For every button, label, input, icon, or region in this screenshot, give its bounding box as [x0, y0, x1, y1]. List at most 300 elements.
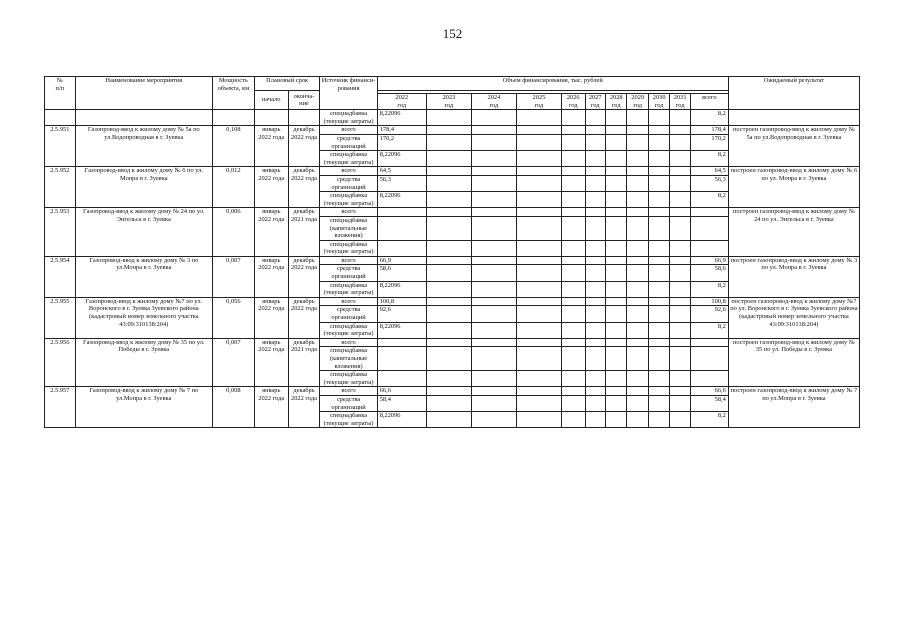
- value-empty-cell: [561, 151, 585, 167]
- value-empty-cell: [648, 208, 669, 217]
- value-empty-cell: [670, 126, 690, 135]
- value-empty-cell: [516, 338, 561, 347]
- header-year-0: 2022 год: [377, 94, 426, 110]
- value-empty-cell: [627, 371, 648, 387]
- value-empty-cell: [605, 306, 626, 322]
- value-empty-cell: [561, 175, 585, 191]
- value-total-cell: 66,9: [690, 256, 728, 265]
- value-empty-cell: [426, 256, 471, 265]
- value-empty-cell: [605, 167, 626, 176]
- header-year-1: 2023 год: [426, 94, 471, 110]
- value-2022-cell: 170,2: [377, 134, 426, 150]
- value-empty-cell: [585, 371, 605, 387]
- value-empty-cell: [648, 281, 669, 297]
- value-empty-cell: [627, 281, 648, 297]
- value-empty-cell: [648, 387, 669, 396]
- value-empty-cell: [670, 208, 690, 217]
- source-cell: спецнадбавка (капитальные вложения): [320, 347, 377, 371]
- value-empty-cell: [627, 256, 648, 265]
- value-empty-cell: [426, 126, 471, 135]
- value-2022-cell: [377, 240, 426, 256]
- value-empty-cell: [585, 192, 605, 208]
- header-year-7: 2029 год: [627, 94, 648, 110]
- value-total-cell: [690, 371, 728, 387]
- value-total-cell: [690, 240, 728, 256]
- value-empty-cell: [585, 395, 605, 411]
- financing-table: [44, 76, 860, 428]
- value-empty-cell: [648, 192, 669, 208]
- end-date-cell: декабрь 2021 года: [288, 338, 320, 387]
- value-2022-cell: 8,22096: [377, 110, 426, 126]
- value-empty-cell: [670, 151, 690, 167]
- value-empty-cell: [670, 175, 690, 191]
- value-empty-cell: [561, 240, 585, 256]
- value-empty-cell: [426, 387, 471, 396]
- value-empty-cell: [471, 347, 516, 371]
- value-empty-cell: [648, 306, 669, 322]
- capacity-cell: 0,108: [212, 126, 254, 167]
- header-source: Источник финанси- рования: [320, 77, 377, 110]
- header-financing: Объем финансирования, тыс. рублей: [377, 77, 728, 91]
- source-cell: всего: [320, 208, 377, 217]
- value-empty-cell: [561, 306, 585, 322]
- value-empty-cell: [426, 306, 471, 322]
- value-empty-cell: [516, 412, 561, 428]
- expected-result-cell: построен газопровод-ввод к жилому дому № 35 по ул. Победы в г. Зуевка: [728, 338, 859, 387]
- value-empty-cell: [516, 208, 561, 217]
- value-empty-cell: [670, 256, 690, 265]
- value-total-cell: 170,2: [690, 134, 728, 150]
- value-2022-cell: 66,9: [377, 256, 426, 265]
- value-empty-cell: [516, 306, 561, 322]
- value-empty-cell: [426, 151, 471, 167]
- value-empty-cell: [605, 151, 626, 167]
- value-empty-cell: [627, 395, 648, 411]
- row-number-cell: 2.5.955: [45, 297, 76, 338]
- value-empty-cell: [670, 412, 690, 428]
- value-empty-cell: [585, 297, 605, 306]
- value-empty-cell: [426, 395, 471, 411]
- value-empty-cell: [561, 387, 585, 396]
- value-empty-cell: [648, 338, 669, 347]
- value-empty-cell: [648, 395, 669, 411]
- value-empty-cell: [585, 322, 605, 338]
- table-row: [45, 338, 860, 347]
- value-total-cell: [690, 208, 728, 217]
- value-empty-cell: [426, 208, 471, 217]
- source-cell: всего: [320, 126, 377, 135]
- table-row: [45, 387, 860, 396]
- end-date-cell: декабрь 2022 года: [288, 256, 320, 297]
- value-total-cell: 8,2: [690, 412, 728, 428]
- header-year-2: 2024 год: [471, 94, 516, 110]
- value-empty-cell: [516, 151, 561, 167]
- value-empty-cell: [670, 265, 690, 281]
- value-empty-cell: [426, 216, 471, 240]
- header-year-10: всего: [690, 94, 728, 110]
- value-total-cell: [690, 216, 728, 240]
- value-empty-cell: [471, 412, 516, 428]
- value-2022-cell: [377, 338, 426, 347]
- value-empty-cell: [471, 126, 516, 135]
- value-total-cell: 66,6: [690, 387, 728, 396]
- header-result: Ожидаемый результат: [728, 77, 859, 110]
- value-empty-cell: [426, 167, 471, 176]
- value-empty-cell: [471, 395, 516, 411]
- row-number-cell: 2.5.957: [45, 387, 76, 428]
- value-empty-cell: [585, 256, 605, 265]
- source-cell: всего: [320, 256, 377, 265]
- value-empty-cell: [670, 306, 690, 322]
- value-empty-cell: [516, 395, 561, 411]
- value-empty-cell: [627, 126, 648, 135]
- value-empty-cell: [627, 208, 648, 217]
- start-date-cell: январь 2022 года: [254, 338, 288, 387]
- header-end: оконча- ние: [288, 91, 320, 110]
- value-empty-cell: [516, 281, 561, 297]
- value-2022-cell: [377, 216, 426, 240]
- value-empty-cell: [516, 134, 561, 150]
- table-row-continuation: [45, 110, 860, 126]
- value-empty-cell: [516, 167, 561, 176]
- value-empty-cell: [471, 322, 516, 338]
- value-empty-cell: [648, 167, 669, 176]
- value-empty-cell: [585, 126, 605, 135]
- value-empty-cell: [627, 175, 648, 191]
- value-empty-cell: [516, 322, 561, 338]
- table-row: [45, 126, 860, 135]
- event-name-cell: Газопровод-ввод к жилому дому № 7 по ул.Мопра в г. Зуевка: [75, 387, 212, 428]
- expected-result-cell: построен газопровод-ввод к жилому дому №7 по ул. Воронского в г. Зуевка Зуевского района (кадастровый номер земельного участка 43:09:310138:204): [728, 297, 859, 338]
- source-cell: средства организаций: [320, 265, 377, 281]
- event-name-cell: Газопровод-ввод к жилому дому № 24 по ул. Энгельса в г. Зуевка: [75, 208, 212, 257]
- value-empty-cell: [605, 281, 626, 297]
- value-empty-cell: [561, 134, 585, 150]
- capacity-cell: 0,008: [212, 387, 254, 428]
- value-empty-cell: [605, 322, 626, 338]
- start-date-cell: январь 2022 года: [254, 126, 288, 167]
- start-date-cell: январь 2022 года: [254, 387, 288, 428]
- value-empty-cell: [605, 208, 626, 217]
- table-row: [45, 297, 860, 306]
- value-empty-cell: [670, 297, 690, 306]
- value-empty-cell: [471, 216, 516, 240]
- source-cell: средства организаций: [320, 306, 377, 322]
- source-cell: спецнадбавка (текущие затраты): [320, 281, 377, 297]
- value-empty-cell: [670, 281, 690, 297]
- source-cell: средства организаций: [320, 395, 377, 411]
- value-total-cell: 58,6: [690, 265, 728, 281]
- value-empty-cell: [426, 281, 471, 297]
- expected-result-cell: построен газопровод-ввод к жилому дому № 6 по ул. Мопра в г. Зуевка: [728, 167, 859, 208]
- capacity-cell: 0,007: [212, 256, 254, 297]
- value-empty-cell: [648, 322, 669, 338]
- header-num: № п/п: [45, 77, 76, 110]
- value-empty-cell: [561, 256, 585, 265]
- value-empty-cell: [627, 216, 648, 240]
- value-2022-cell: 178,4: [377, 126, 426, 135]
- value-empty-cell: [426, 347, 471, 371]
- end-date-cell: декабрь 2022 года: [288, 167, 320, 208]
- value-empty-cell: [516, 265, 561, 281]
- value-empty-cell: [627, 338, 648, 347]
- value-empty-cell: [561, 192, 585, 208]
- value-empty-cell: [426, 412, 471, 428]
- value-empty-cell: [627, 387, 648, 396]
- value-2022-cell: 100,8: [377, 297, 426, 306]
- value-empty-cell: [627, 167, 648, 176]
- value-empty-cell: [561, 265, 585, 281]
- value-empty-cell: [670, 322, 690, 338]
- value-total-cell: [690, 338, 728, 347]
- value-total-cell: [690, 347, 728, 371]
- value-empty-cell: [605, 134, 626, 150]
- start-date-cell: январь 2022 года: [254, 256, 288, 297]
- value-empty-cell: [561, 347, 585, 371]
- value-empty-cell: [471, 256, 516, 265]
- header-year-6: 2028 год: [605, 94, 626, 110]
- event-name-cell: Газопровод-ввод к жилому дому №7 по ул. Воронского в г. Зуевка Зуевского района (кадастровый номер земельного участка 43:09:310138:204): [75, 297, 212, 338]
- value-empty-cell: [561, 371, 585, 387]
- value-2022-cell: 56,3: [377, 175, 426, 191]
- end-date-cell: декабрь 2022 года: [288, 297, 320, 338]
- value-empty-cell: [516, 240, 561, 256]
- value-empty-cell: [585, 281, 605, 297]
- value-empty-cell: [516, 192, 561, 208]
- end-date-cell: декабрь 2022 года: [288, 387, 320, 428]
- value-total-cell: 8,2: [690, 322, 728, 338]
- event-name-cell: Газопровод-ввод к жилому дому № 5а по ул.Водопроводная в г. Зуевка: [75, 126, 212, 167]
- value-empty-cell: [561, 322, 585, 338]
- table-row: [45, 167, 860, 176]
- value-empty-cell: [585, 412, 605, 428]
- value-empty-cell: [471, 306, 516, 322]
- value-2022-cell: 58,4: [377, 395, 426, 411]
- value-empty-cell: [605, 126, 626, 135]
- value-2022-cell: 64,5: [377, 167, 426, 176]
- financing-table-wrap: [44, 76, 860, 428]
- value-total-cell: 58,4: [690, 395, 728, 411]
- event-name-cell: Газопровод-ввод к жилому дому № 35 по ул. Победы в г. Зуевка: [75, 338, 212, 387]
- value-2022-cell: [377, 371, 426, 387]
- value-empty-cell: [670, 347, 690, 371]
- value-empty-cell: [585, 387, 605, 396]
- value-empty-cell: [670, 387, 690, 396]
- value-total-cell: 8,2: [690, 110, 728, 126]
- value-empty-cell: [426, 322, 471, 338]
- header-year-8: 2030 год: [648, 94, 669, 110]
- value-empty-cell: [648, 134, 669, 150]
- source-cell: всего: [320, 167, 377, 176]
- source-cell: всего: [320, 297, 377, 306]
- value-empty-cell: [426, 240, 471, 256]
- value-empty-cell: [627, 297, 648, 306]
- source-cell: спецнадбавка (текущие затраты): [320, 412, 377, 428]
- value-empty-cell: [471, 240, 516, 256]
- value-empty-cell: [585, 208, 605, 217]
- table-body: [45, 110, 860, 428]
- source-cell: спецнадбавка (текущие затраты): [320, 322, 377, 338]
- value-empty-cell: [670, 240, 690, 256]
- value-empty-cell: [516, 347, 561, 371]
- expected-result-cell: построен газопровод-ввод к жилому дому № 5а по ул.Водопроводная в г. Зуевка: [728, 126, 859, 167]
- expected-result-cell: построен газопровод-ввод к жилому дому № 24 по ул. Энгельса в г. Зуевка: [728, 208, 859, 257]
- value-empty-cell: [561, 208, 585, 217]
- value-empty-cell: [585, 240, 605, 256]
- value-empty-cell: [605, 412, 626, 428]
- value-empty-cell: [627, 192, 648, 208]
- event-name-cell: Газопровод-ввод к жилому дому № 6 по ул. Мопра в г. Зуевка: [75, 167, 212, 208]
- value-empty-cell: [471, 192, 516, 208]
- value-total-cell: 8,2: [690, 281, 728, 297]
- value-empty-cell: [627, 347, 648, 371]
- capacity-cell: 0,007: [212, 338, 254, 387]
- value-empty-cell: [648, 265, 669, 281]
- source-cell: всего: [320, 387, 377, 396]
- value-empty-cell: [516, 256, 561, 265]
- value-empty-cell: [648, 216, 669, 240]
- value-empty-cell: [648, 240, 669, 256]
- header-start: начало: [254, 91, 288, 110]
- source-cell: всего: [320, 338, 377, 347]
- value-empty-cell: [605, 297, 626, 306]
- value-2022-cell: 58,6: [377, 265, 426, 281]
- value-empty-cell: [648, 175, 669, 191]
- value-total-cell: 92,6: [690, 306, 728, 322]
- row-number-cell: 2.5.951: [45, 126, 76, 167]
- value-empty-cell: [585, 167, 605, 176]
- table-row: [45, 256, 860, 265]
- value-empty-cell: [648, 297, 669, 306]
- value-total-cell: 178,4: [690, 126, 728, 135]
- value-empty-cell: [585, 306, 605, 322]
- value-total-cell: 8,2: [690, 151, 728, 167]
- value-empty-cell: [471, 134, 516, 150]
- value-empty-cell: [670, 371, 690, 387]
- value-empty-cell: [426, 192, 471, 208]
- value-empty-cell: [627, 240, 648, 256]
- value-empty-cell: [426, 338, 471, 347]
- source-cell: спецнадбавка (капитальные вложения): [320, 216, 377, 240]
- value-empty-cell: [471, 265, 516, 281]
- event-name-cell: Газопровод-ввод к жилому дому № 3 по ул.Мопра в г. Зуевка: [75, 256, 212, 297]
- value-empty-cell: [426, 134, 471, 150]
- value-empty-cell: [561, 167, 585, 176]
- value-empty-cell: [605, 338, 626, 347]
- page-number: 152: [442, 26, 463, 41]
- value-empty-cell: [561, 412, 585, 428]
- value-empty-cell: [516, 371, 561, 387]
- source-cell: спецнадбавка (текущие затраты): [320, 151, 377, 167]
- start-date-cell: январь 2022 года: [254, 297, 288, 338]
- header-capacity: Мощность объекта, км: [212, 77, 254, 110]
- value-empty-cell: [605, 387, 626, 396]
- value-2022-cell: 8,22096: [377, 412, 426, 428]
- value-2022-cell: 8,22096: [377, 192, 426, 208]
- value-empty-cell: [471, 387, 516, 396]
- value-empty-cell: [561, 338, 585, 347]
- value-empty-cell: [585, 175, 605, 191]
- expected-result-cell: построен газопровод-ввод к жилому дому № 7 по ул.Мопра в г. Зуевка: [728, 387, 859, 428]
- value-empty-cell: [605, 216, 626, 240]
- value-empty-cell: [516, 387, 561, 396]
- value-empty-cell: [627, 412, 648, 428]
- value-empty-cell: [605, 395, 626, 411]
- value-empty-cell: [426, 175, 471, 191]
- value-empty-cell: [648, 347, 669, 371]
- source-cell: спецнадбавка (текущие затраты): [320, 192, 377, 208]
- value-total-cell: 56,3: [690, 175, 728, 191]
- value-empty-cell: [648, 256, 669, 265]
- value-2022-cell: [377, 208, 426, 217]
- end-date-cell: декабрь 2021 года: [288, 208, 320, 257]
- start-date-cell: январь 2022 года: [254, 167, 288, 208]
- value-empty-cell: [648, 412, 669, 428]
- value-empty-cell: [605, 371, 626, 387]
- value-empty-cell: [426, 265, 471, 281]
- value-empty-cell: [670, 395, 690, 411]
- value-2022-cell: 8,22096: [377, 322, 426, 338]
- header-name: Наименование мероприятия: [75, 77, 212, 110]
- value-2022-cell: 92,6: [377, 306, 426, 322]
- value-empty-cell: [471, 297, 516, 306]
- value-empty-cell: [471, 175, 516, 191]
- value-empty-cell: [471, 167, 516, 176]
- value-empty-cell: [605, 265, 626, 281]
- value-2022-cell: [377, 347, 426, 371]
- value-empty-cell: [627, 306, 648, 322]
- source-cell: спецнадбавка (текущие затраты): [320, 110, 377, 126]
- value-empty-cell: [516, 216, 561, 240]
- value-empty-cell: [471, 151, 516, 167]
- header-year-4: 2026 год: [561, 94, 585, 110]
- value-empty-cell: [426, 371, 471, 387]
- value-empty-cell: [627, 265, 648, 281]
- value-empty-cell: [648, 126, 669, 135]
- value-empty-cell: [561, 395, 585, 411]
- value-empty-cell: [561, 216, 585, 240]
- value-empty-cell: [561, 126, 585, 135]
- value-empty-cell: [585, 134, 605, 150]
- value-empty-cell: [426, 297, 471, 306]
- value-empty-cell: [585, 151, 605, 167]
- value-empty-cell: [605, 256, 626, 265]
- start-date-cell: январь 2022 года: [254, 208, 288, 257]
- value-empty-cell: [670, 338, 690, 347]
- value-empty-cell: [516, 126, 561, 135]
- table-row: [45, 208, 860, 217]
- value-total-cell: 100,8: [690, 297, 728, 306]
- source-cell: средства организаций: [320, 175, 377, 191]
- header-year-3: 2025 год: [516, 94, 561, 110]
- value-empty-cell: [670, 134, 690, 150]
- source-cell: спецнадбавка (текущие затраты): [320, 371, 377, 387]
- row-number-cell: 2.5.954: [45, 256, 76, 297]
- value-empty-cell: [561, 297, 585, 306]
- value-2022-cell: 8,22096: [377, 281, 426, 297]
- value-empty-cell: [670, 167, 690, 176]
- header-year-5: 2027 год: [585, 94, 605, 110]
- value-empty-cell: [471, 338, 516, 347]
- row-number-cell: 2.5.956: [45, 338, 76, 387]
- value-empty-cell: [627, 151, 648, 167]
- value-empty-cell: [670, 216, 690, 240]
- value-empty-cell: [605, 192, 626, 208]
- value-empty-cell: [605, 347, 626, 371]
- source-cell: спецнадбавка (текущие затраты): [320, 240, 377, 256]
- row-number-cell: 2.5.952: [45, 167, 76, 208]
- value-empty-cell: [471, 281, 516, 297]
